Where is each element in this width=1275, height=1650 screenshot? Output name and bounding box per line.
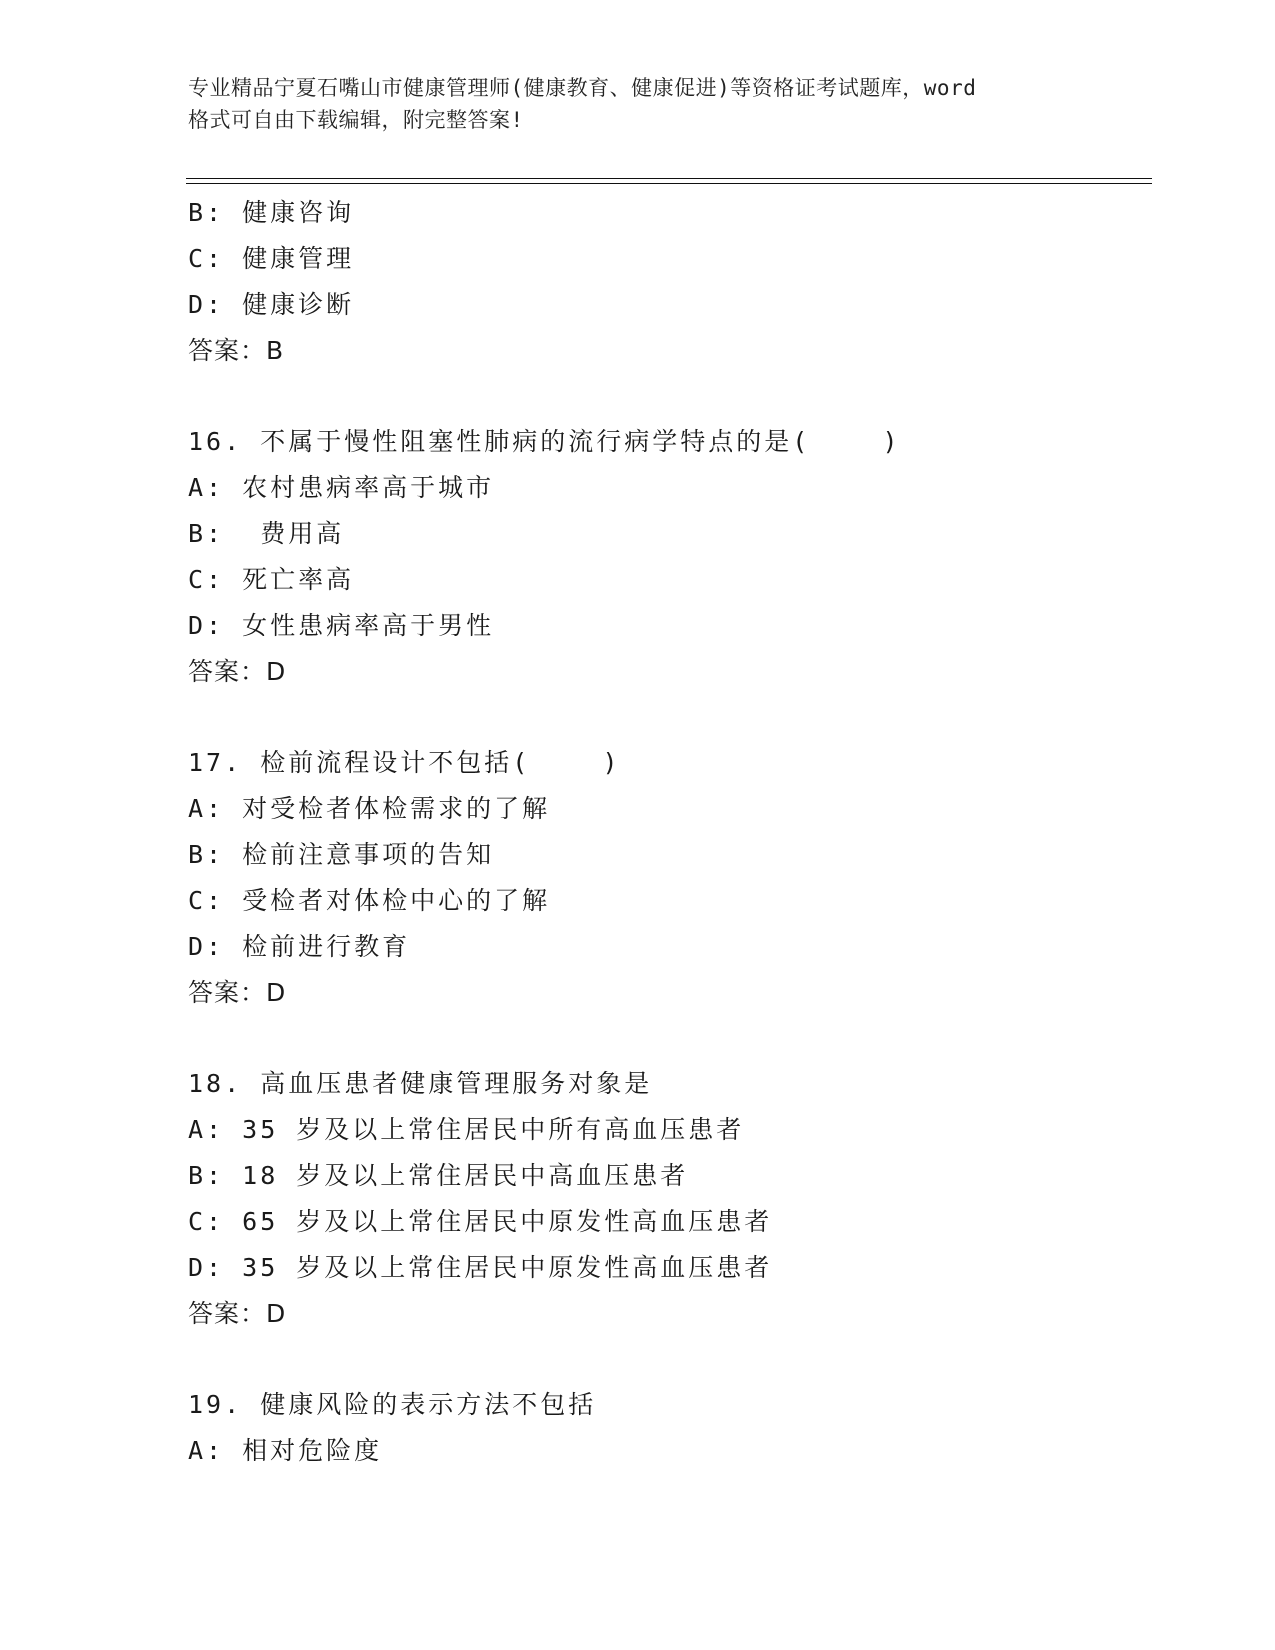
question-block: [188, 1382, 1148, 1474]
header-divider: [186, 178, 1152, 184]
option-c: C: 健康管理: [188, 244, 355, 273]
option-a: A: 相对危险度: [188, 1436, 383, 1465]
option-a: A: 农村患病率高于城市: [188, 473, 495, 502]
question-text: 16. 不属于慢性阻塞性肺病的流行病学特点的是( ): [188, 427, 901, 456]
page-header: [188, 72, 1088, 136]
answer-line: 答案：B: [188, 336, 285, 365]
option-d: D: 35 岁及以上常住居民中原发性高血压患者: [188, 1253, 773, 1282]
answer-line: 答案：D: [188, 1299, 287, 1328]
question-block: [188, 1061, 1148, 1337]
question-text: 17. 检前流程设计不包括( ): [188, 748, 621, 777]
option-c: C: 死亡率高: [188, 565, 355, 594]
option-b: B: 健康咨询: [188, 198, 355, 227]
option-d: D: 检前进行教育: [188, 932, 411, 961]
answer-line: 答案：D: [188, 978, 287, 1007]
option-b: B: 18 岁及以上常住居民中高血压患者: [188, 1161, 689, 1190]
option-b: B: 费用高: [188, 519, 345, 548]
header-line-1: 专业精品宁夏石嘴山市健康管理师(健康教育、健康促进)等资格证考试题库，word: [188, 76, 977, 100]
option-a: A: 35 岁及以上常住居民中所有高血压患者: [188, 1115, 745, 1144]
option-d: D: 女性患病率高于男性: [188, 611, 495, 640]
question-text: 18. 高血压患者健康管理服务对象是: [188, 1069, 653, 1098]
option-a: A: 对受检者体检需求的了解: [188, 794, 551, 823]
question-block: [188, 190, 1148, 374]
question-list: [188, 190, 1148, 1474]
option-c: C: 65 岁及以上常住居民中原发性高血压患者: [188, 1207, 773, 1236]
answer-line: 答案：D: [188, 657, 287, 686]
question-block: [188, 740, 1148, 1016]
option-c: C: 受检者对体检中心的了解: [188, 886, 551, 915]
question-block: [188, 419, 1148, 695]
question-text: 19. 健康风险的表示方法不包括: [188, 1390, 597, 1419]
option-d: D: 健康诊断: [188, 290, 355, 319]
header-line-2: 格式可自由下载编辑，附完整答案!: [188, 108, 524, 132]
option-b: B: 检前注意事项的告知: [188, 840, 495, 869]
